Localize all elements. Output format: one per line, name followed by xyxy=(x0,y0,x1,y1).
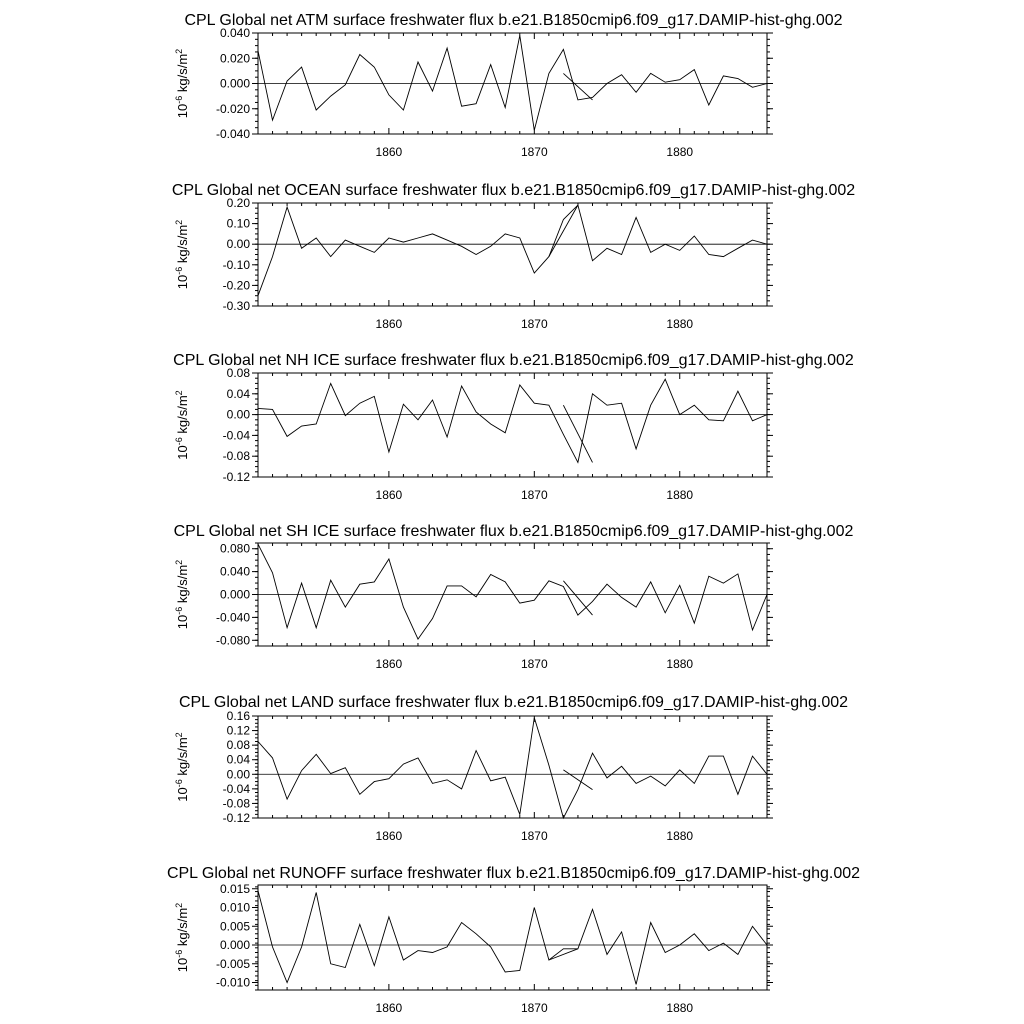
panel-title: CPL Global net OCEAN surface freshwater flux b.e21.B1850cmip6.f09_g17.DAMIP-hist-ghg.002 xyxy=(171,182,856,199)
y-tick-label: 0.10 xyxy=(226,216,250,231)
panel-title: CPL Global net ATM surface freshwater flux b.e21.B1850cmip6.f09_g17.DAMIP-hist-ghg.002 xyxy=(184,12,843,29)
y-tick-label: 0.04 xyxy=(226,386,250,401)
y-tick-label: -0.12 xyxy=(222,470,250,484)
y-tick-label: 0.080 xyxy=(219,541,250,556)
panel-title: CPL Global net NH ICE surface freshwater flux b.e21.B1850cmip6.f09_g17.DAMIP-hist-ghg.002 xyxy=(173,352,854,369)
y-tick-label: 0.000 xyxy=(219,76,250,91)
y-tick-label: -0.04 xyxy=(222,781,250,796)
y-tick-label: 0.12 xyxy=(226,723,250,738)
x-tick-label: 1870 xyxy=(520,317,548,331)
y-tick-label: 0.20 xyxy=(226,196,250,210)
x-tick-label: 1870 xyxy=(520,1001,548,1015)
x-tick-label: 1880 xyxy=(666,488,694,502)
x-tick-label: 1860 xyxy=(375,829,403,843)
x-tick-label: 1880 xyxy=(666,317,694,331)
panel-title: CPL Global net RUNOFF surface freshwater flux b.e21.B1850cmip6.f09_g17.DAMIP-hist-ghg.002 xyxy=(166,865,861,882)
y-axis-label: $10^{-6}$ $kg/s/m^2$ xyxy=(174,390,190,460)
y-tick-label: 0.020 xyxy=(219,51,250,66)
x-tick-label: 1860 xyxy=(375,317,403,331)
y-tick-label: -0.020 xyxy=(215,101,250,116)
y-tick-label: 0.08 xyxy=(226,738,250,753)
y-tick-label: -0.04 xyxy=(222,428,250,443)
y-tick-label: 0.000 xyxy=(219,938,250,952)
x-tick-label: 1860 xyxy=(375,657,403,671)
y-tick-label: 0.00 xyxy=(226,407,250,422)
y-tick-label: -0.12 xyxy=(222,811,250,825)
y-tick-label: -0.08 xyxy=(222,796,250,811)
panel-title: CPL Global net LAND surface freshwater flux b.e21.B1850cmip6.f09_g17.DAMIP-hist-ghg.002 xyxy=(178,694,849,711)
x-tick-label: 1880 xyxy=(666,829,694,843)
y-tick-label: -0.30 xyxy=(222,299,250,313)
y-tick-label: -0.080 xyxy=(215,633,250,648)
x-tick-label: 1870 xyxy=(520,145,548,159)
x-tick-label: 1860 xyxy=(375,1001,403,1015)
y-tick-label: 0.010 xyxy=(219,900,250,915)
x-tick-label: 1880 xyxy=(666,1001,694,1015)
y-tick-label: 0.16 xyxy=(226,709,250,723)
x-tick-label: 1880 xyxy=(666,657,694,671)
y-axis-label: $10^{-6}$ $kg/s/m^2$ xyxy=(174,219,190,290)
x-tick-label: 1870 xyxy=(520,657,548,671)
y-tick-label: 0.04 xyxy=(226,752,250,767)
x-tick-label: 1880 xyxy=(666,145,694,159)
y-tick-label: -0.10 xyxy=(222,257,250,272)
y-tick-label: -0.08 xyxy=(222,449,250,464)
y-tick-label: -0.005 xyxy=(215,956,250,971)
y-tick-label: -0.040 xyxy=(215,610,250,625)
x-tick-label: 1870 xyxy=(520,829,548,843)
x-tick-label: 1870 xyxy=(520,488,548,502)
y-tick-label: 0.040 xyxy=(219,26,250,40)
y-tick-label: 0.040 xyxy=(219,564,250,579)
y-axis-label: $10^{-6}$ $kg/s/m^2$ xyxy=(174,902,190,973)
panel-title: CPL Global net SH ICE surface freshwater flux b.e21.B1850cmip6.f09_g17.DAMIP-hist-ghg.002 xyxy=(173,523,854,540)
y-tick-label: 0.015 xyxy=(219,881,250,896)
y-tick-label: -0.010 xyxy=(215,975,250,990)
y-tick-label: 0.00 xyxy=(226,237,250,252)
y-tick-label: -0.040 xyxy=(215,127,250,141)
y-axis-label: $10^{-6}$ $kg/s/m^2$ xyxy=(174,732,190,802)
x-tick-label: 1860 xyxy=(375,145,403,159)
y-tick-label: 0.000 xyxy=(219,587,250,602)
x-tick-label: 1860 xyxy=(375,488,403,502)
y-tick-label: 0.005 xyxy=(219,919,250,934)
y-axis-label: $10^{-6}$ $kg/s/m^2$ xyxy=(174,559,190,630)
y-tick-label: 0.00 xyxy=(226,767,250,782)
y-tick-label: -0.20 xyxy=(222,278,250,293)
y-tick-label: 0.08 xyxy=(226,366,250,380)
y-axis-label: $10^{-6}$ $kg/s/m^2$ xyxy=(174,48,190,119)
